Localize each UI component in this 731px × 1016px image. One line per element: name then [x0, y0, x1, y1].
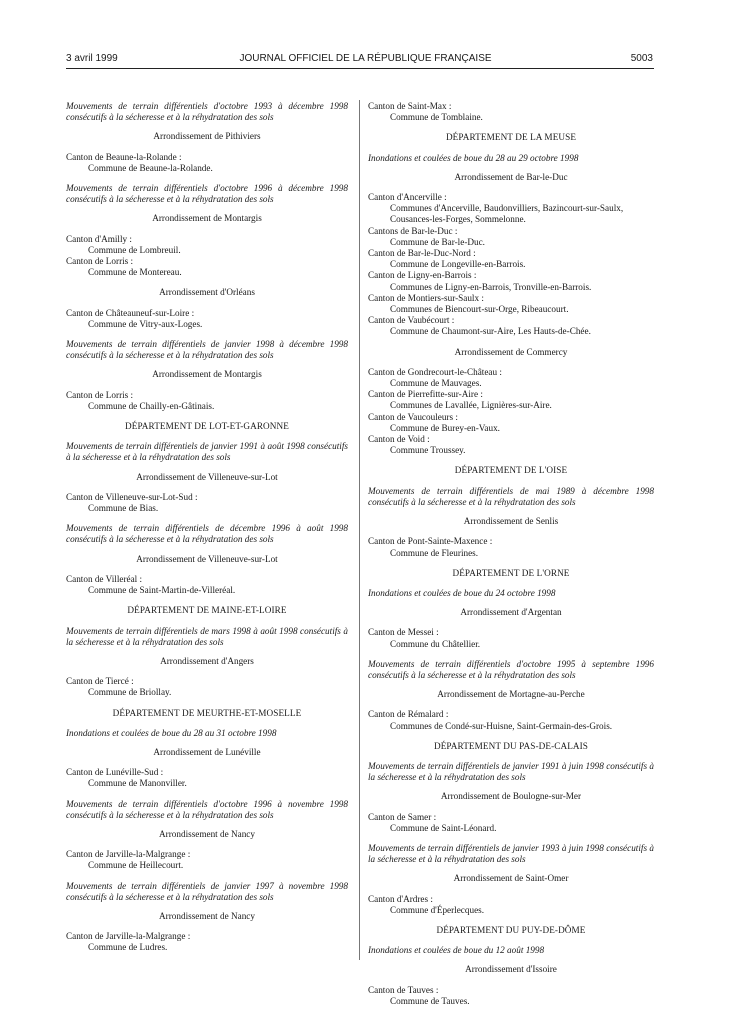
- peril-heading: Inondations et coulées de boue du 28 au 31 octobre 1998: [66, 727, 277, 738]
- canton-entry: [368, 985, 654, 1007]
- departement-heading: DÉPARTEMENT DE MEURTHE-ET-MOSELLE: [112, 707, 302, 718]
- canton-name: Canton de Rémalard :: [368, 709, 449, 720]
- peril-heading: Mouvements de terrain différentiels d'octobre 1996 à décembre 1998 consécutifs à la sécheresse et à la réhydratation des sols: [66, 183, 348, 205]
- canton-name: Canton de Messei :: [368, 627, 439, 638]
- commune-list: Commune de Fleurines.: [390, 547, 479, 558]
- canton-name: Canton de Châteauneuf-sur-Loire :: [66, 307, 195, 318]
- peril-heading: Mouvements de terrain différentiels d'octobre 1995 à septembre 1996 consécutifs à la sécheresse et à la réhydratation des sols: [368, 658, 654, 680]
- canton-name: Canton de Vaucouleurs :: [368, 411, 458, 422]
- canton-name: Canton de Vaubécourt :: [368, 315, 455, 326]
- commune-list: Communes de Ligny-en-Barrois, Tronville-en-Barrois.: [390, 281, 592, 292]
- commune-list: Communes de Lavallée, Lignières-sur-Aire.: [390, 400, 552, 411]
- canton-name: Canton de Samer :: [368, 811, 437, 822]
- canton-name: Canton de Pont-Sainte-Maxence :: [368, 536, 493, 547]
- canton-name: Canton de Tiercé :: [66, 676, 134, 687]
- canton-entry: [66, 767, 348, 789]
- departement-heading: DÉPARTEMENT DU PUY-DE-DÔME: [436, 924, 586, 935]
- canton-entry: [368, 248, 654, 270]
- arrondissement-heading: Arrondissement de Villeneuve-sur-Lot: [136, 553, 278, 564]
- canton-entry: [66, 931, 348, 953]
- canton-entry: [368, 101, 654, 123]
- left-column: [66, 101, 348, 963]
- commune-list: Commune de Manonviller.: [88, 778, 187, 789]
- departement-heading: DÉPARTEMENT DE L'OISE: [454, 465, 568, 476]
- column-divider: [359, 100, 360, 960]
- canton-entry: [368, 434, 654, 456]
- peril-heading: Mouvements de terrain différentiels d'octobre 1996 à novembre 1998 consécutifs à la sécheresse et à la réhydratation des sols: [66, 798, 348, 820]
- commune-list: Commune de Ludres.: [88, 942, 168, 953]
- canton-entry: [66, 234, 348, 256]
- peril-heading: Mouvements de terrain différentiels de janvier 1991 à juin 1998 consécutifs à la sécheresse et à la réhydratation des sols: [368, 760, 654, 783]
- commune-list: Commune de Chaumont-sur-Aire, Les Hauts-de-Chée.: [390, 326, 591, 337]
- arrondissement-heading: Arrondissement de Montargis: [152, 369, 262, 380]
- canton-name: Canton de Void :: [368, 434, 430, 445]
- issue-date: 3 avril 1999: [66, 53, 118, 64]
- peril-heading: Inondations et coulées de boue du 12 août 1998: [368, 945, 545, 956]
- commune-list: Commune de Chailly-en-Gâtinais.: [88, 400, 215, 411]
- commune-list: Commune de Saint-Léonard.: [390, 822, 497, 833]
- canton-entry: [66, 308, 348, 330]
- commune-list: Commune de Montereau.: [88, 267, 182, 278]
- peril-heading: Inondations et coulées de boue du 28 au 29 octobre 1998: [368, 152, 579, 163]
- canton-name: Canton de Lunéville-Sud :: [66, 767, 164, 778]
- arrondissement-heading: Arrondissement de Bar-le-Duc: [454, 171, 568, 182]
- page-number: 5003: [630, 53, 653, 64]
- commune-list: Commune d'Éperlecques.: [390, 904, 485, 915]
- canton-entry: [66, 152, 348, 174]
- canton-name: Canton de Villeréal :: [66, 573, 143, 584]
- canton-name: Canton d'Amilly :: [66, 233, 132, 244]
- canton-name: Canton de Jarville-la-Malgrange :: [66, 931, 191, 942]
- arrondissement-heading: Arrondissement d'Issoire: [465, 964, 557, 975]
- canton-entry: [66, 492, 348, 514]
- canton-entry: [66, 676, 348, 698]
- arrondissement-heading: Arrondissement de Pithiviers: [153, 131, 261, 142]
- canton-entry: [368, 315, 654, 337]
- canton-entry: [368, 367, 654, 389]
- commune-list: Communes de Biencourt-sur-Orge, Ribeaucourt.: [390, 304, 569, 315]
- arrondissement-heading: Arrondissement d'Argentan: [460, 607, 562, 618]
- commune-list: Commune de Tauves.: [390, 995, 470, 1006]
- peril-heading: Mouvements de terrain différentiels de janvier 1993 à juin 1998 consécutifs à la sécheresse et à la réhydratation des sols: [368, 842, 654, 865]
- commune-list: Commune de Briollay.: [88, 687, 172, 698]
- peril-heading: Mouvements de terrain différentiels de janvier 1991 à août 1998 consécutifs à la sécheresse et à la réhydratation des sols: [66, 441, 348, 463]
- commune-list: Commune de Mauvages.: [390, 378, 482, 389]
- arrondissement-heading: Arrondissement de Nancy: [159, 910, 255, 921]
- commune-list: Commune de Lombreuil.: [88, 244, 181, 255]
- canton-entry: [368, 270, 654, 292]
- commune-list: Commune du Châtellier.: [390, 638, 481, 649]
- commune-list: Commune de Tomblaine.: [390, 112, 483, 123]
- peril-heading: Mouvements de terrain différentiels de janvier 1998 à décembre 1998 consécutifs à la sécheresse et à la réhydratation des sols: [66, 339, 348, 361]
- canton-name: Canton de Bar-le-Duc-Nord :: [368, 248, 476, 259]
- commune-list: Commune de Saint-Martin-de-Villeréal.: [88, 585, 236, 596]
- peril-heading: Inondations et coulées de boue du 24 octobre 1998: [368, 587, 556, 598]
- canton-entry: [66, 849, 348, 871]
- canton-name: Cantons de Bar-le-Duc :: [368, 225, 458, 236]
- canton-name: Canton de Beaune-la-Rolande :: [66, 151, 182, 162]
- canton-name: Canton de Pierrefitte-sur-Aire :: [368, 389, 483, 400]
- arrondissement-heading: Arrondissement de Senlis: [463, 516, 559, 527]
- canton-entry: [368, 293, 654, 315]
- commune-list: Commune de Heillecourt.: [88, 860, 184, 871]
- canton-entry: [368, 412, 654, 434]
- canton-entry: [368, 709, 654, 731]
- canton-entry: [368, 226, 654, 248]
- right-column: [368, 101, 654, 1016]
- commune-list: Commune de Vitry-aux-Loges.: [88, 318, 203, 329]
- arrondissement-heading: Arrondissement de Commercy: [454, 346, 568, 357]
- canton-entry: [368, 536, 654, 558]
- canton-entry: [368, 894, 654, 916]
- canton-name: Canton de Jarville-la-Malgrange :: [66, 849, 191, 860]
- peril-heading: Mouvements de terrain différentiels d'octobre 1993 à décembre 1998 consécutifs à la sécheresse et à la réhydratation des sols: [66, 101, 348, 123]
- peril-heading: Mouvements de terrain différentiels de janvier 1997 à novembre 1998 consécutifs à la sécheresse et à la réhydratation des sols: [66, 880, 348, 902]
- arrondissement-heading: Arrondissement de Nancy: [159, 828, 255, 839]
- arrondissement-heading: Arrondissement de Saint-Omer: [453, 873, 569, 884]
- arrondissement-heading: Arrondissement de Boulogne-sur-Mer: [440, 791, 582, 802]
- canton-name: Canton d'Ardres :: [368, 893, 433, 904]
- canton-name: Canton de Villeneuve-sur-Lot-Sud :: [66, 491, 198, 502]
- arrondissement-heading: Arrondissement de Lunéville: [153, 746, 261, 757]
- canton-name: Canton de Lorris :: [66, 256, 134, 267]
- canton-entry: [66, 390, 348, 412]
- commune-list: Communes de Condé-sur-Huisne, Saint-Germain-des-Grois.: [390, 720, 613, 731]
- departement-heading: DÉPARTEMENT DE LOT-ET-GARONNE: [125, 421, 289, 432]
- canton-name: Canton de Gondrecourt-le-Château :: [368, 366, 502, 377]
- page-header: [0, 0, 731, 72]
- departement-heading: DÉPARTEMENT DE L'ORNE: [452, 567, 570, 578]
- peril-heading: Mouvements de terrain différentiels de mars 1998 à août 1998 consécutifs à la sécheresse et à la réhydratation des sols: [66, 625, 348, 647]
- canton-name: Canton d'Ancerville :: [368, 192, 447, 203]
- peril-heading: Mouvements de terrain différentiels de mai 1989 à décembre 1998 consécutifs à la sécheresse et à la réhydratation des sols: [368, 485, 654, 507]
- canton-name: Canton de Ligny-en-Barrois :: [368, 270, 477, 281]
- departement-heading: DÉPARTEMENT DE MAINE-ET-LOIRE: [127, 605, 287, 616]
- canton-name: Canton de Saint-Max :: [368, 101, 452, 111]
- departement-heading: DÉPARTEMENT DU PAS-DE-CALAIS: [433, 740, 589, 751]
- canton-name: Canton de Montiers-sur-Saulx :: [368, 292, 484, 303]
- commune-list: Commune de Bias.: [88, 503, 159, 514]
- canton-entry: [368, 812, 654, 834]
- canton-entry: [66, 574, 348, 596]
- canton-entry: [368, 192, 654, 226]
- canton-entry: [368, 627, 654, 649]
- departement-heading: DÉPARTEMENT DE LA MEUSE: [445, 132, 577, 143]
- commune-list: Commune de Burey-en-Vaux.: [390, 422, 500, 433]
- commune-list: Commune de Beaune-la-Rolande.: [88, 162, 213, 173]
- canton-entry: [66, 256, 348, 278]
- arrondissement-heading: Arrondissement de Mortagne-au-Perche: [437, 689, 585, 700]
- header-rule: [66, 68, 654, 69]
- peril-heading: Mouvements de terrain différentiels de décembre 1996 à août 1998 consécutifs à la sécheresse et à la réhydratation des sols: [66, 523, 348, 545]
- arrondissement-heading: Arrondissement d'Angers: [160, 655, 254, 666]
- journal-title: JOURNAL OFFICIEL DE LA RÉPUBLIQUE FRANÇAISE: [239, 53, 492, 64]
- commune-list: Commune Troussey.: [390, 445, 466, 456]
- canton-name: Canton de Tauves :: [368, 984, 439, 995]
- arrondissement-heading: Arrondissement de Villeneuve-sur-Lot: [136, 471, 278, 482]
- commune-list: Commune de Longeville-en-Barrois.: [390, 259, 526, 270]
- arrondissement-heading: Arrondissement de Montargis: [152, 213, 262, 224]
- canton-entry: [368, 389, 654, 411]
- arrondissement-heading: Arrondissement d'Orléans: [159, 287, 255, 298]
- canton-name: Canton de Lorris :: [66, 389, 134, 400]
- commune-list: Communes d'Ancerville, Baudonvilliers, Bazincourt-sur-Saulx, Cousances-les-Forges, Sommelonne.: [390, 203, 624, 225]
- commune-list: Commune de Bar-le-Duc.: [390, 236, 485, 247]
